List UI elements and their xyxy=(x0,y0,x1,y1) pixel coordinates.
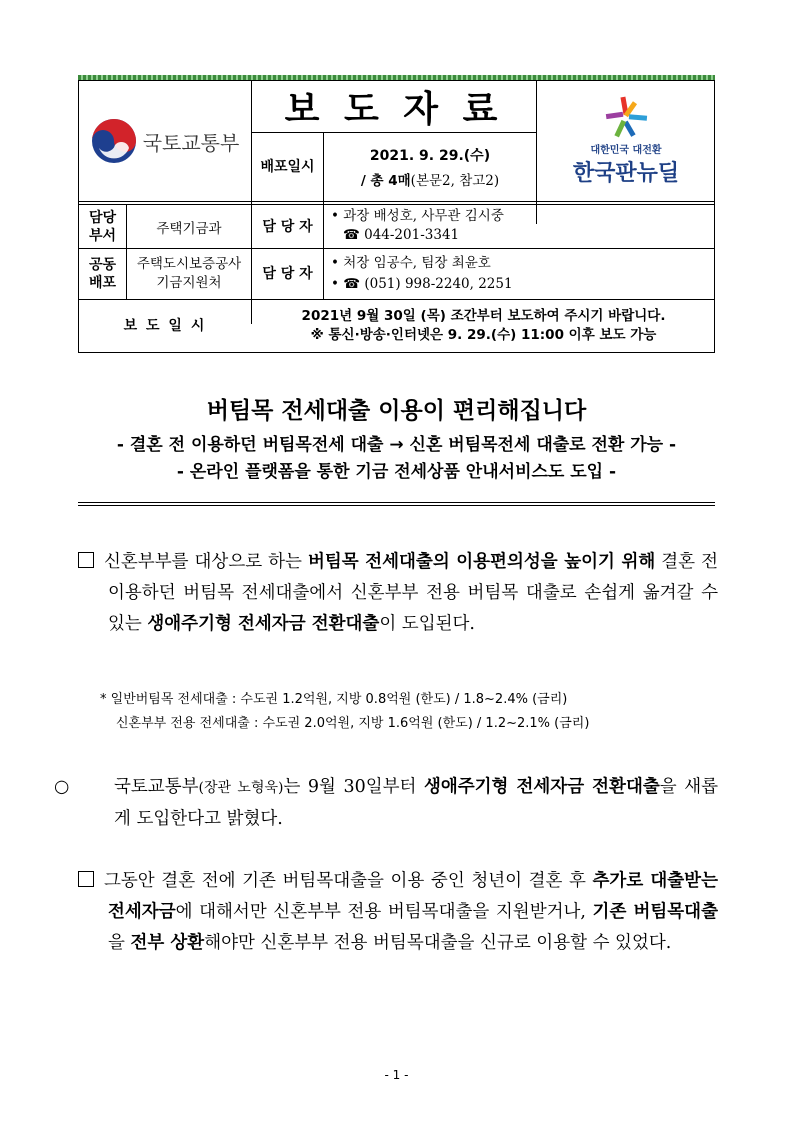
ministry-logo xyxy=(79,81,251,201)
dist-date-cell xyxy=(324,133,536,201)
body-paragraph-3: 그동안 결혼 전에 기존 버팀목대출을 이용 중인 청년이 결혼 후 추가로 대출받는 전세자금에 대해서만 신혼부부 전용 버팀목대출을 지원받거나, 기존 버팀목대출을 전부 상환해야만 신혼부부 전용 버팀목대출을 신규로 이용할 수 있었다. xyxy=(78,866,718,959)
dist-date-label: 배포일시 xyxy=(260,159,315,175)
circle-bullet: ○ xyxy=(54,777,70,797)
dept-label: 담당 부서 xyxy=(88,209,117,244)
page-number: - 1 - xyxy=(384,1068,409,1082)
body-paragraph-2: ○ 국토교통부(장관 노형욱)는 9월 30일부터 생애주기형 전세자금 전환대출을 새롭게 도입한다고 밝혔다. xyxy=(84,772,718,835)
page-count: / 총 4매(본문2, 참고2) xyxy=(360,173,500,189)
dept-name: 주택기금과 xyxy=(156,220,222,237)
new-deal-star-icon xyxy=(604,95,648,139)
brand-large-text: 한국판뉴딜 xyxy=(572,161,680,186)
checkbox-square-icon xyxy=(78,552,94,568)
checkbox-square-icon xyxy=(78,871,94,887)
headline-title: 버팀목 전세대출 이용이 편리해집니다 xyxy=(206,398,587,424)
joint-label: 공동 배포 xyxy=(88,257,117,291)
korean-new-deal-logo xyxy=(537,81,715,201)
brand-small-text: 대한민국 대전환 xyxy=(590,145,662,156)
headline-divider-bottom xyxy=(78,505,715,506)
footnote-1: * 일반버팀목 전세대출 : 수도권 1.2억원, 지방 0.8억원 (한도) / 1.8~2.4% (금리) xyxy=(100,692,568,707)
press-release-header-table xyxy=(78,80,715,353)
taegeuk-emblem-icon xyxy=(91,118,137,164)
contact-1: • 과장 배성호, 사무관 김시중 ☎ 044-201-3341 xyxy=(331,208,504,243)
ministry-name: 국토교통부 xyxy=(142,130,240,155)
release-label: 보 도 일 시 xyxy=(123,318,207,334)
headline-subtitle-2: - 온라인 플랫폼을 통한 기금 전세상품 안내서비스도 도입 - xyxy=(176,462,617,482)
contact-label-2: 담 당 자 xyxy=(262,266,313,282)
release-info: 2021년 9월 30일 (목) 조간부터 보도하여 주시기 바랍니다. ※ 통신·방송·인터넷은 9. 29.(수) 11:00 이후 보도 가능 xyxy=(301,308,666,343)
headline-divider-top xyxy=(78,502,715,503)
contact-label-1: 담 당 자 xyxy=(262,218,313,235)
contact-2: • 처장 임공수, 팀장 최윤호 • ☎ (051) 998-2240, 2251 xyxy=(331,255,513,292)
footnote-2: 신혼부부 전용 전세대출 : 수도권 2.0억원, 지방 1.6억원 (한도) / 1.2~2.1% (금리) xyxy=(116,716,590,731)
doc-type-title: 보 도 자 료 xyxy=(284,89,504,130)
headline-subtitle-1: - 결혼 전 이용하던 버팀목전세 대출 → 신혼 버팀목전세 대출로 전환 가능 - xyxy=(116,435,677,455)
dist-date: 2021. 9. 29.(수) xyxy=(369,148,491,164)
joint-org: 주택도시보증공사 기금지원처 xyxy=(136,256,242,291)
body-paragraph-1: 신혼부부를 대상으로 하는 버팀목 전세대출의 이용편의성을 높이기 위해 결혼 전 이용하던 버팀목 전세대출에서 신혼부부 전용 버팀목 대출로 손쉽게 옮겨갈 수 있는 생애주기형 전세자금 전환대출이 도입된다. xyxy=(78,547,718,640)
